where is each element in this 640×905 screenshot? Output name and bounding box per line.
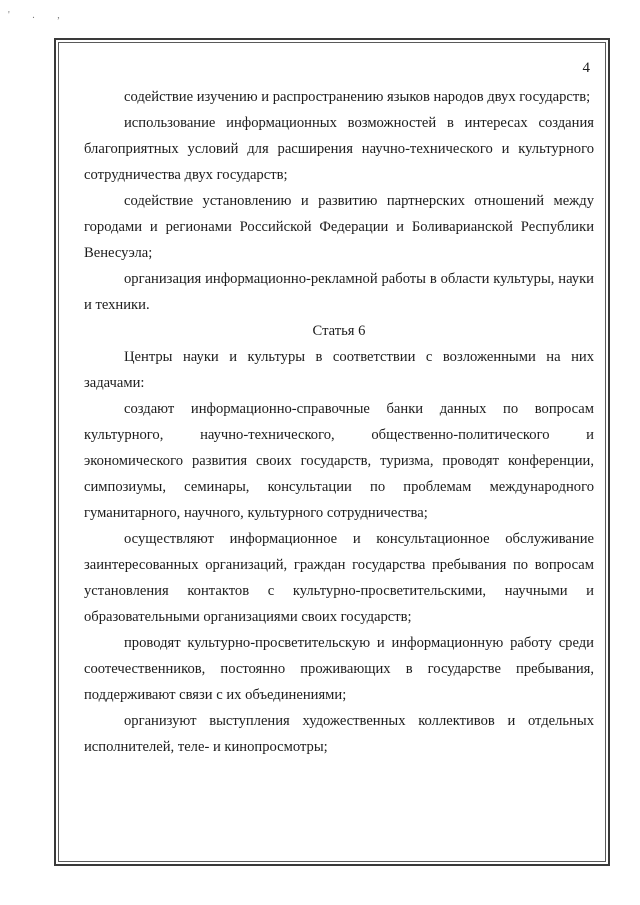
page-number: 4 <box>582 60 590 76</box>
paragraph: организуют выступления художественных коллективов и отдельных исполнителей, теле- и кинопросмотры; <box>84 713 594 755</box>
paragraph: организация информационно-рекламной работы в области культуры, науки и техники. <box>84 271 594 313</box>
scan-marks: ' . , <box>8 10 70 21</box>
paragraph: содействие установлению и развитию партнерских отношений между городами и регионами Российской Федерации и Боливарианской Республики Венесуэла; <box>84 193 594 261</box>
paragraph: проводят культурно-просветительскую и информационную работу среди соотечественников, постоянно проживающих в государстве пребывания, поддерживают связи с их объединениями; <box>84 635 594 703</box>
paragraph: создают информационно-справочные банки данных по вопросам культурного, научно-технического, общественно-политического и экономического развития своих государств, туризма, проводят конференции, симпозиумы, семинары, консультации по проблемам международного гуманитарного, научного, культурного сотрудничества; <box>84 401 594 521</box>
paragraph: осуществляют информационное и консультационное обслуживание заинтересованных организаций, граждан государства пребывания по вопросам установления контактов с культурно-просветительскими, научными и образовательными организациями своих государств; <box>84 531 594 625</box>
paragraph: Центры науки и культуры в соответствии с возложенными на них задачами: <box>84 349 594 391</box>
paragraph: использование информационных возможностей в интересах создания благоприятных условий для расширения научно-технического и культурного сотрудничества двух государств; <box>84 115 594 183</box>
document-body <box>84 84 594 760</box>
article-heading: Статья 6 <box>312 323 366 339</box>
paragraph: содействие изучению и распространению языков народов двух государств; <box>124 89 591 105</box>
